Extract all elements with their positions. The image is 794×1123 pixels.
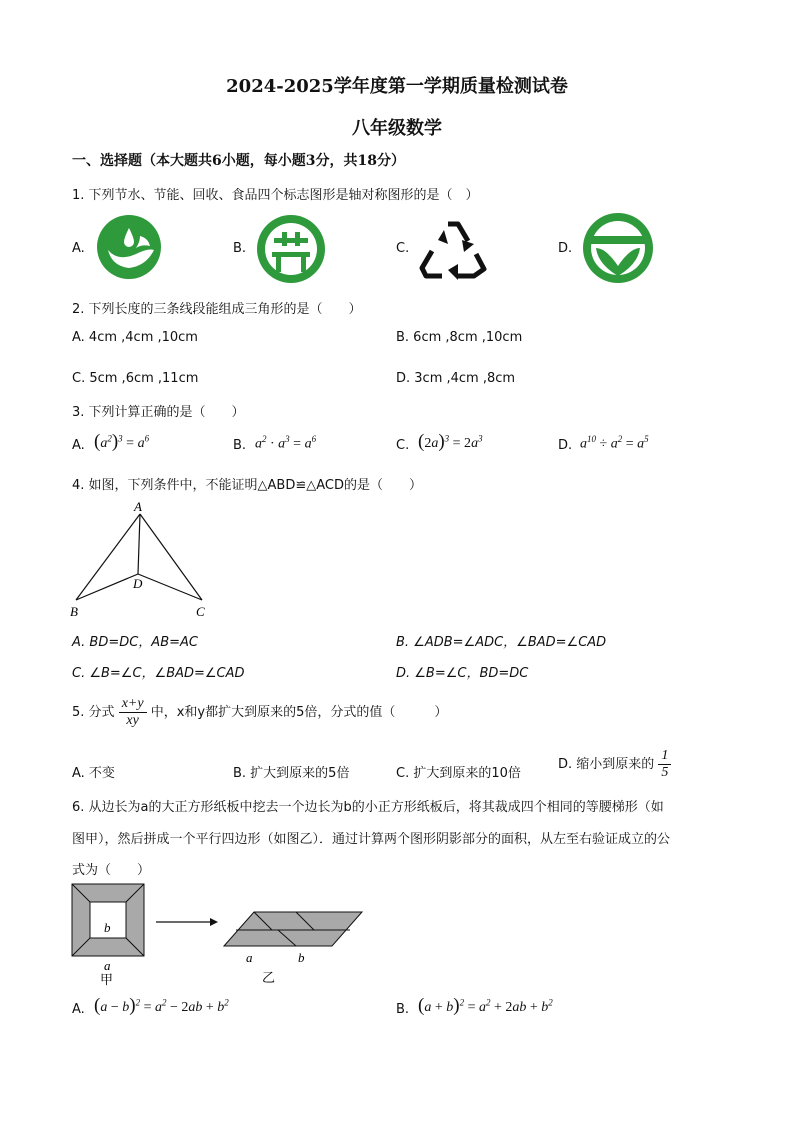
fig2-a-label: a (246, 950, 253, 965)
q5-frac-den: xy (126, 713, 139, 728)
energy-saving-logo-icon (256, 214, 326, 284)
q3-label-b: B. (233, 438, 247, 453)
exam-subtitle: 八年级数学 (352, 118, 442, 139)
q5-stem (72, 696, 447, 729)
q5-d-frac-num: 1 (658, 748, 671, 765)
q5-fraction (119, 696, 147, 729)
q1-label-d: D. (558, 241, 573, 256)
q4-option-d: D. ∠B=∠C，BD=DC (396, 666, 529, 681)
vertex-d-label: D (133, 576, 143, 591)
q6-option-b-formula: $(a + b)^2 = a^2 + 2ab + b^2$ (418, 995, 553, 1016)
q6-option-a-formula: $(a - b)^2 = a^2 - 2ab + b^2$ (94, 995, 229, 1016)
q5-option-d-text: D. 缩小到原来的 (558, 757, 655, 772)
q5-option-d (558, 748, 671, 781)
q1-label-b: B. (233, 241, 247, 256)
exam-title: 2024-2025学年度第一学期质量检测试卷 (226, 76, 568, 97)
vertex-b-label: B (70, 604, 78, 619)
q2-option-b: B. 6cm ,8cm ,10cm (396, 330, 523, 345)
q2-option-d: D. 3cm ,4cm ,8cm (396, 371, 516, 386)
q6-line2: 图甲），然后拼成一个平行四边形（如图乙）．通过计算两个图形阴影部分的面积，从左至右验证成立的公 (72, 832, 671, 847)
q5-option-c: C. 扩大到原来的10倍 (396, 766, 521, 781)
fig1-caption: 甲 (100, 973, 114, 988)
q3-stem: 3. 下列计算正确的是（ ） (72, 405, 245, 420)
section-heading: 一、选择题（本大题共6小题，每小题3分，共18分） (72, 153, 405, 169)
q5-stem-suffix: 中，x和y都扩大到原来的5倍，分式的值（ ） (150, 705, 448, 720)
q4-option-c: C. ∠B=∠C，∠BAD=∠CAD (72, 666, 245, 681)
fig1-b-label: b (104, 920, 111, 935)
q6-line3: 式为（ ） (72, 863, 151, 878)
q6-label-a: A. (72, 1002, 85, 1017)
q5-d-frac-den: 5 (661, 765, 669, 780)
triangle-figure (66, 498, 216, 622)
q3-option-d-formula: $a^{10} \div a^2 = a^5$ (580, 434, 649, 452)
vertex-a-label: A (134, 499, 142, 514)
q5-stem-prefix: 5. 分式 (72, 705, 115, 720)
fig2-b-label: b (298, 950, 305, 965)
q3-label-d: D. (558, 438, 573, 453)
q4-stem: 4. 如图，下列条件中，不能证明△ABD≌△ACD的是（ ） (72, 478, 422, 493)
q4-option-b: B. ∠ADB=∠ADC，∠BAD=∠CAD (396, 635, 607, 650)
q6-line1: 6. 从边长为a的大正方形纸板中挖去一个边长为b的小正方形纸板后，将其裁成四个相同的等腰梯形（如 (72, 800, 664, 815)
green-food-logo-icon (582, 212, 654, 284)
q5-option-a: A. 不变 (72, 766, 115, 781)
q3-option-c-formula: $(2a)^3 = 2a^3$ (418, 431, 483, 452)
q1-label-c: C. (396, 241, 410, 256)
q6-label-b: B. (396, 1002, 410, 1017)
fig2-caption: 乙 (262, 971, 276, 986)
vertex-c-label: C (196, 604, 205, 619)
q2-stem: 2. 下列长度的三条线段能组成三角形的是（ ） (72, 302, 362, 317)
q2-option-c: C. 5cm ,6cm ,11cm (72, 371, 199, 386)
q3-label-c: C. (396, 438, 410, 453)
q5-option-b: B. 扩大到原来的5倍 (233, 766, 350, 781)
q3-option-a-formula: $(a^2)^3 = a^6$ (94, 431, 150, 452)
recycling-logo-icon (418, 214, 490, 280)
water-saving-logo-icon (96, 214, 162, 280)
fig1-a-label: a (104, 958, 111, 973)
q5-option-d-fraction (658, 748, 671, 781)
q1-stem: 1. 下列节水、节能、回收、食品四个标志图形是轴对称图形的是（ ） (72, 188, 479, 203)
q3-label-a: A. (72, 438, 85, 453)
q3-option-b-formula: $a^2 \cdot a^3 = a^6$ (255, 434, 317, 452)
q2-option-a: A. 4cm ,4cm ,10cm (72, 330, 198, 345)
q5-frac-num: x+y (119, 696, 147, 713)
q1-label-a: A. (72, 241, 85, 256)
q6-figures (66, 878, 366, 988)
q4-option-a: A. BD=DC，AB=AC (72, 635, 198, 650)
